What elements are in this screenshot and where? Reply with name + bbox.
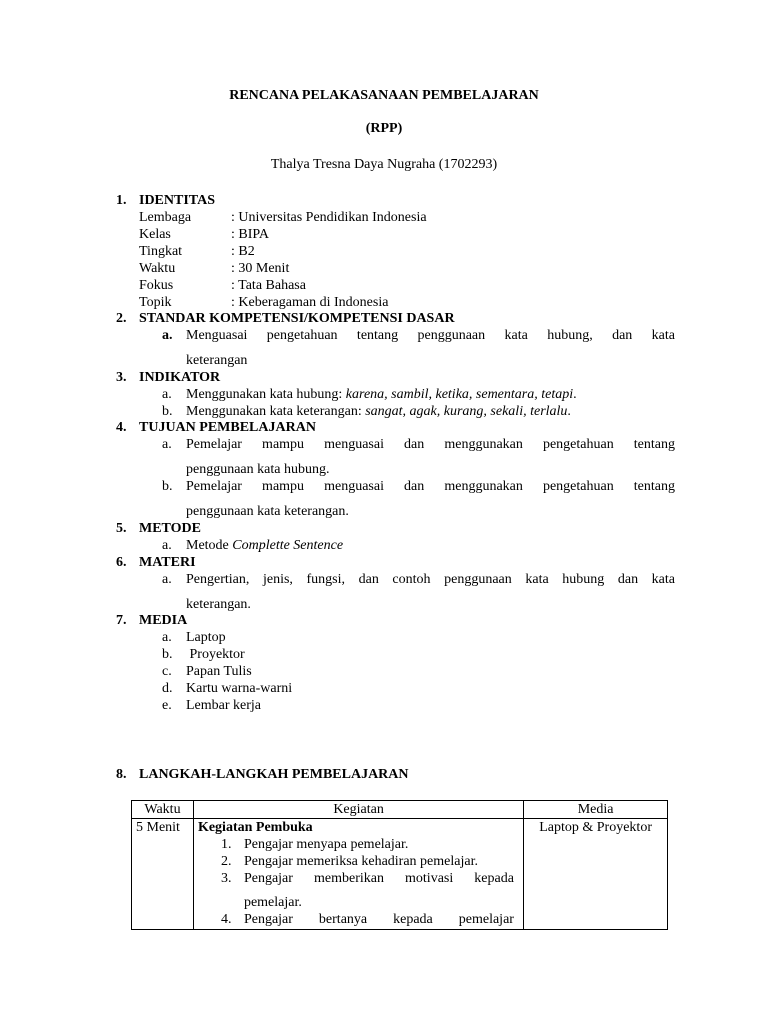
- standar-label: [162, 327, 173, 344]
- list-label: d.: [162, 681, 173, 696]
- section-title: INDIKATOR: [139, 370, 221, 385]
- list-label: c.: [162, 664, 172, 679]
- section-standar-heading: [116, 310, 455, 327]
- identitas-key: Topik: [139, 295, 172, 310]
- list-text: Lembar kerja: [186, 698, 262, 713]
- standar-line-2: keterangan: [186, 353, 248, 368]
- identitas-row-fokus: [139, 277, 306, 294]
- table-header-media: Media: [524, 801, 668, 819]
- standar-line-1: Menguasai pengetahuan tentang penggunaan kata hubung, dan kata: [186, 328, 675, 343]
- list-label: e.: [162, 698, 172, 713]
- kegiatan-content: [198, 819, 519, 929]
- metode-name: Complette Sentence: [232, 538, 344, 553]
- kegiatan-item-text: pemelajar.: [243, 895, 302, 910]
- list-label: a.: [162, 328, 173, 343]
- list-text: [186, 386, 577, 403]
- list-label: b.: [162, 404, 173, 419]
- langkah-table: [131, 800, 668, 930]
- section-number: 3.: [116, 370, 127, 385]
- indikator-prefix: Menggunakan kata keterangan:: [186, 404, 366, 419]
- identitas-row-lembaga: [139, 209, 427, 226]
- identitas-row-waktu: [139, 260, 289, 277]
- list-label: a.: [162, 572, 172, 587]
- tujuan-a-line-2: penggunaan kata hubung.: [186, 462, 330, 477]
- list-label: b.: [162, 647, 173, 662]
- section-number: 1.: [116, 193, 127, 208]
- section-number: 5.: [116, 521, 127, 536]
- list-label: a.: [162, 437, 172, 452]
- section-number: 7.: [116, 613, 127, 628]
- section-title: METODE: [139, 521, 201, 536]
- section-number: 2.: [116, 311, 127, 326]
- materi-line-2: keterangan.: [186, 597, 251, 612]
- identitas-value: : B2: [231, 244, 255, 259]
- tujuan-a-line-1: Pemelajar mampu menguasai dan menggunakan pengetahuan tentang: [186, 437, 675, 452]
- identitas-value: : 30 Menit: [231, 261, 290, 276]
- section-title: STANDAR KOMPETENSI/KOMPETENSI DASAR: [139, 311, 455, 326]
- list-label: b.: [162, 479, 173, 494]
- section-langkah-heading: [116, 766, 409, 783]
- identitas-key: Waktu: [139, 261, 176, 276]
- table-cell-kegiatan: [193, 819, 523, 930]
- identitas-value: : Tata Bahasa: [231, 278, 306, 293]
- section-identitas-heading: [116, 192, 215, 209]
- kegiatan-item-number: 1.: [220, 837, 232, 852]
- list-text: Papan Tulis: [186, 664, 252, 679]
- list-text: Proyektor: [186, 647, 245, 662]
- kegiatan-item-number: 3.: [220, 871, 232, 886]
- section-number: 8.: [116, 767, 127, 782]
- tujuan-b-line-1: Pemelajar mampu menguasai dan menggunakan pengetahuan tentang: [186, 479, 675, 494]
- table-header-waktu: Waktu: [132, 801, 194, 819]
- table-header-row: [132, 801, 668, 819]
- materi-line-1: Pengertian, jenis, fungsi, dan contoh penggunaan kata hubung dan kata: [186, 572, 675, 587]
- list-text: Kartu warna-warni: [186, 681, 293, 696]
- kegiatan-item-number: 2.: [220, 854, 232, 869]
- materi-label: [162, 571, 172, 588]
- identitas-key: Tingkat: [139, 244, 183, 259]
- indikator-examples: karena, sambil, ketika, sementara, tetapi: [345, 387, 574, 402]
- indikator-suffix: .: [567, 404, 571, 419]
- indikator-suffix: .: [573, 387, 577, 402]
- section-title: TUJUAN PEMBELAJARAN: [139, 420, 316, 435]
- kegiatan-item-number: 4.: [220, 912, 232, 927]
- identitas-value: : Keberagaman di Indonesia: [231, 295, 389, 310]
- list-label: a.: [162, 387, 172, 402]
- kegiatan-title: Kegiatan Pembuka: [197, 820, 313, 835]
- identitas-row-topik: [139, 294, 388, 311]
- indikator-examples: sangat, agak, kurang, sekali, terlalu: [365, 404, 568, 419]
- section-indikator-heading: [116, 369, 220, 386]
- kegiatan-item-text: Pengajar memeriksa kehadiran pemelajar.: [243, 854, 478, 869]
- section-tujuan-heading: [116, 419, 316, 436]
- document-subtitle: (RPP): [365, 121, 403, 136]
- section-media-heading: [116, 612, 187, 629]
- section-title: LANGKAH-LANGKAH PEMBELAJARAN: [139, 767, 409, 782]
- list-text: [186, 403, 571, 420]
- kegiatan-item-text: Pengajar memberikan motivasi kepada: [243, 871, 514, 886]
- kegiatan-item-text: Pengajar menyapa pemelajar.: [243, 837, 409, 852]
- table-header-kegiatan: Kegiatan: [193, 801, 523, 819]
- document-title: RENCANA PELAKASANAAN PEMBELAJARAN: [229, 88, 539, 103]
- section-metode-heading: [116, 520, 201, 537]
- table-row: [132, 819, 668, 930]
- table-cell-waktu: 5 Menit: [132, 819, 194, 930]
- section-number: 6.: [116, 555, 127, 570]
- section-title: MEDIA: [139, 613, 188, 628]
- table-cell-media: Laptop & Proyektor: [524, 819, 668, 930]
- section-title: MATERI: [139, 555, 196, 570]
- author-line: Thalya Tresna Daya Nugraha (1702293): [270, 157, 498, 172]
- tujuan-label-a: [162, 436, 172, 453]
- tujuan-b-line-2: penggunaan kata keterangan.: [186, 504, 349, 519]
- identitas-key: Lembaga: [139, 210, 192, 225]
- section-title: IDENTITAS: [139, 193, 215, 208]
- indikator-prefix: Menggunakan kata hubung:: [186, 387, 346, 402]
- identitas-key: Fokus: [139, 278, 174, 293]
- identitas-key: Kelas: [139, 227, 171, 242]
- kegiatan-item-text: Pengajar bertanya kepada pemelajar: [243, 912, 514, 927]
- tujuan-label-b: [162, 478, 173, 495]
- identitas-value: : Universitas Pendidikan Indonesia: [231, 210, 427, 225]
- metode-prefix: Metode: [186, 538, 233, 553]
- list-label: a.: [162, 630, 172, 645]
- identitas-value: : BIPA: [231, 227, 270, 242]
- section-materi-heading: [116, 554, 196, 571]
- section-number: 4.: [116, 420, 127, 435]
- identitas-row-kelas: [139, 226, 269, 243]
- list-label: a.: [162, 538, 172, 553]
- list-text: Laptop: [186, 630, 226, 645]
- list-text: [186, 537, 343, 554]
- identitas-row-tingkat: [139, 243, 255, 260]
